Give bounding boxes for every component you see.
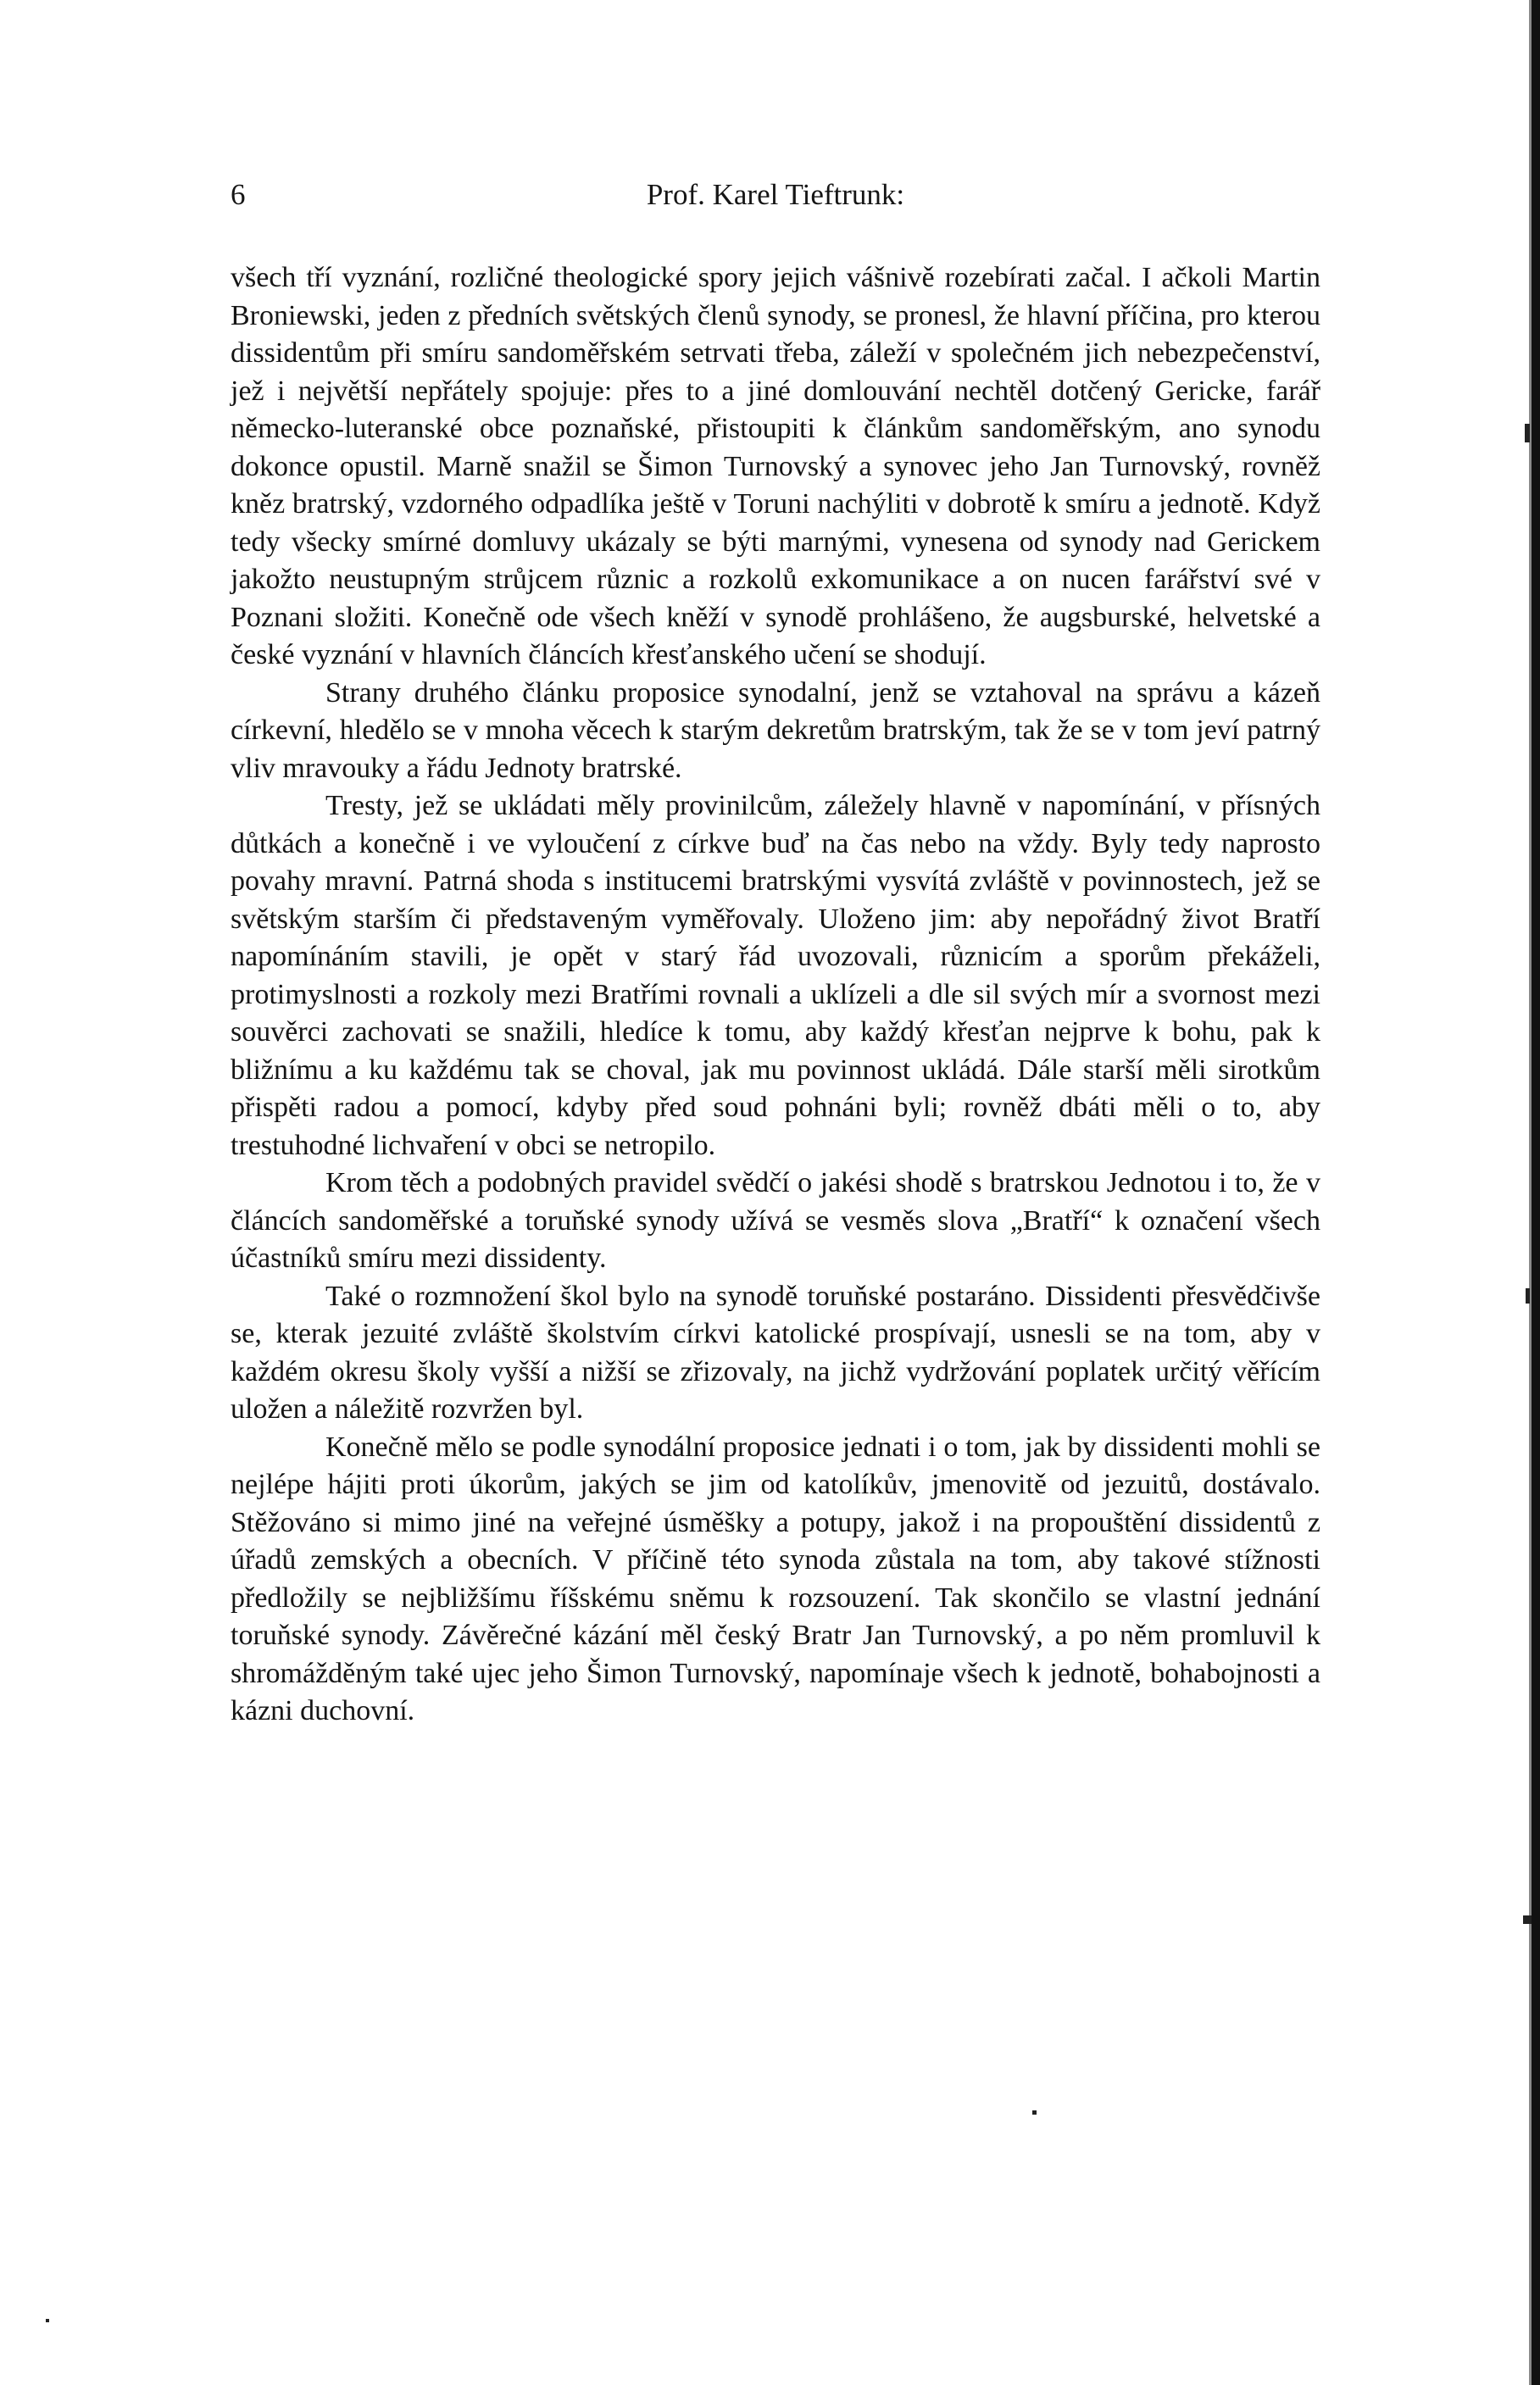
page-header xyxy=(231,178,1320,220)
paragraph: Konečně mělo se podle synodální proposice jednati i o tom, jak by dissidenti mohli se nejlépe hájiti proti úkorům, jakých se jim od katolíkův, jmenovitě od jezuitů, dostávalo. Stěžováno si mimo jiné na veřejné úsměšky a potupy, jakož i na propouštění dissidentů z úřadů zemských a obecních. V příčině této synoda zůstala na tom, aby takové stížnosti předložily se nejbližšímu říšskému sněmu k rozsouzení. Tak skončilo se vlastní jednání toruňské synody. Závěrečné kázání měl český Bratr Jan Turnovský, a po něm promluvil k shromážděným také ujec jeho Šimon Turnovský, napomínaje všech k jednotě, bohabojnosti a kázni duchovní. xyxy=(231,1431,1320,1726)
paragraph: Také o rozmnožení škol bylo na synodě toruňské postaráno. Dissidenti přesvědčivše se, kterak jezuité zvláště školstvím církvi katolické prospívají, usnesli se na tom, aby v každém okresu školy vyšší a nižší se zřizovaly, na jichž vydržování poplatek určitý věřícím uložen a náležitě rozvržen byl. xyxy=(231,1280,1320,1425)
scan-mark xyxy=(1523,1915,1532,1924)
page-edge xyxy=(1532,0,1540,2385)
scan-mark xyxy=(1526,1288,1530,1304)
paragraph: Strany druhého článku proposice synodalní, jenž se vztahoval na správu a kázeň církevní, hledělo se v mnoha věcech k starým dekretům bratrským, tak že se v tom jeví patrný vliv mravouky a řádu Jednoty bratrské. xyxy=(231,676,1320,784)
scan-speck xyxy=(46,2319,49,2322)
page-number: 6 xyxy=(231,178,246,211)
paragraph: všech tří vyznání, rozličné theologické spory jejich vášnivě rozebírati začal. I ačkoli Martin Broniewski, jeden z předních světských členů synody, se pronesl, že hlavní příčina, pro kterou dissidentům při smíru sandoměřském setrvati třeba, záleží v společném jich nebezpečenství, jež i největší nepřátely spojuje: přes to a jiné domlouvání nechtěl dotčený Gericke, farář německo-luteranské obce poznaňské, přistoupiti k článkům sandoměřským, ano synodu dokonce opustil. Marně snažil se Šimon Turnovský a synovec jeho Jan Turnovský, rovněž kněz bratrský, vzdorného odpadlíka ještě v Toruni nachýliti v dobrotě k smíru a jednotě. Když tedy všecky smírné domluvy ukázaly se býti marnými, vynesena od synody nad Gerickem jakožto neustupným strůjcem různic a rozkolů exkomunikace a on nucen farářství své v Poznani složiti. Konečně ode všech kněží v synodě prohlášeno, že augsburské, helvetské a české vyznání v hlavních článcích křesťanského učení se shodují. xyxy=(231,262,1320,670)
paragraph: Krom těch a podobných pravidel svědčí o jakési shodě s bratrskou Jednotou i to, že v článcích sandoměřské a toruňské synody užívá se vesměs slova „Bratří“ k označení všech účastníků smíru mezi dissidenty. xyxy=(231,1167,1320,1274)
scan-speck xyxy=(1032,2110,1037,2115)
running-title: Prof. Karel Tieftrunk: xyxy=(646,178,905,211)
scan-mark xyxy=(1525,424,1530,442)
body-text xyxy=(231,259,1320,1731)
paragraph: Tresty, jež se ukládati měly provinilcům, záležely hlavně v napomínání, v přísných důtkách a konečně i ve vyloučení z církve buď na čas nebo na vždy. Byly tedy naprosto povahy mravní. Patrná shoda s institucemi bratrskými vysvítá zvláště v povinnostech, jež se světským starším či představeným vyměřovaly. Uloženo jim: aby nepořádný život Bratří napomínáním stavili, je opět v starý řád uvozovali, různicím a sporům překáželi, protimyslnosti a rozkoly mezi Bratřími rovnali a uklízeli a dle sil svých mír a svornost mezi souvěrci zachovati se snažili, hledíce k tomu, aby každý křesťan nejprve k bohu, pak k bližnímu a ku každému tak se choval, jak mu povinnost ukládá. Dále starší měli sirotkům přispěti radou a pomocí, kdyby před soud pohnáni byli; rovněž dbáti měli o to, aby trestuhodné lichvaření v obci se netropilo. xyxy=(231,790,1320,1161)
